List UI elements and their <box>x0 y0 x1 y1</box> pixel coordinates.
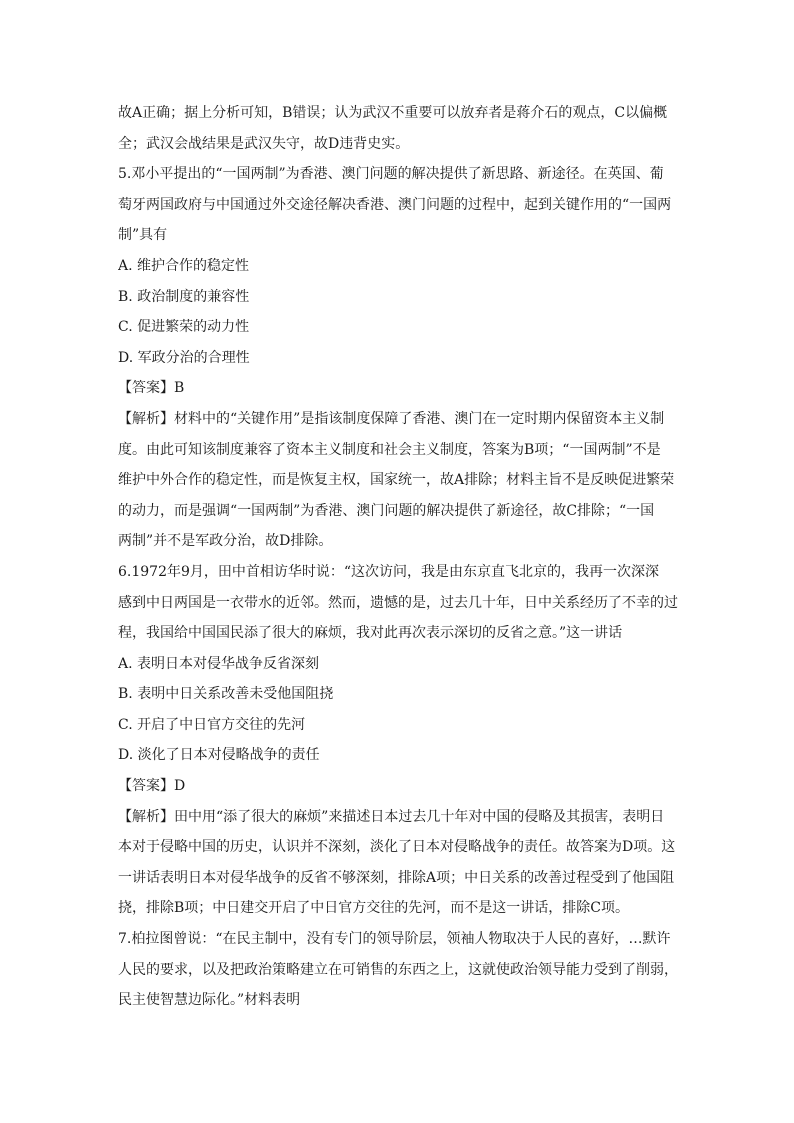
question-5-analysis: 两制”并不是军政分治，故D排除。 <box>118 533 333 550</box>
question-5-stem: 5.邓小平提出的“一国两制”为香港、澳门问题的解决提供了新思路、新途径。在英国、葡 <box>118 166 664 183</box>
question-5-answer: 【答案】B <box>118 380 185 397</box>
question-6-stem: 程，我国给中国国民添了很大的麻烦，我对此再次表示深切的反省之意。”这一讲话 <box>118 625 623 642</box>
question-6-analysis: 【解析】田中用“添了很大的麻烦”来描述日本过去几十年对中国的侵略及其损害，表明日 <box>118 808 665 825</box>
question-6-option-a: A. 表明日本对侵华战争反省深刻 <box>118 655 320 672</box>
question-6-stem: 6.1972年9月，田中首相访华时说：“这次访问，我是由东京直飞北京的，我再一次深深 <box>118 563 660 580</box>
question-5-option-b: B. 政治制度的兼容性 <box>118 288 250 305</box>
question-6-analysis: 本对于侵略中国的历史，认识并不深刻，淡化了日本对侵略战争的责任。故答案为D项。这 <box>118 839 676 856</box>
question-5-stem: 萄牙两国政府与中国通过外交途径解决香港、澳门问题的过程中，起到关键作用的“一国两 <box>118 196 672 213</box>
text-line: 全；武汉会战结果是武汉失守，故D违背史实。 <box>118 135 410 152</box>
text-line: 故A正确；据上分析可知，B错误；认为武汉不重要可以放弃者是蒋介石的观点，C以偏概 <box>118 105 668 121</box>
question-7-stem: 人民的要求，以及把政治策略建立在可销售的东西之上，这就使政治领导能力受到了削弱， <box>118 961 678 978</box>
question-6-stem: 感到中日两国是一衣带水的近邻。然而，遗憾的是，过去几十年，日中关系经历了不幸的过 <box>118 594 678 611</box>
question-6-analysis: 挠，排除B项；中日建交开启了中日官方交往的先河，而不是这一讲话，排除C项。 <box>118 900 629 917</box>
question-6-answer: 【答案】D <box>118 778 186 795</box>
question-7-stem: 7.柏拉图曾说：“在民主制中，没有专门的领导阶层，领袖人物取决于人民的喜好，…默许 <box>118 931 671 948</box>
question-5-option-d: D. 军政分治的合理性 <box>118 349 250 366</box>
question-5-analysis: 【解析】材料中的“关键作用”是指该制度保障了香港、澳门在一定时期内保留资本主义制 <box>118 410 665 427</box>
question-6-option-b: B. 表明中日关系改善未受他国阻挠 <box>118 686 334 703</box>
question-7-stem: 民主使智慧边际化。”材料表明 <box>118 992 301 1009</box>
question-6-option-d: D. 淡化了日本对侵略战争的责任 <box>118 747 320 764</box>
question-6-analysis: 一讲话表明日本对侵华战争的反省不够深刻，排除A项；中日关系的改善过程受到了他国阻 <box>118 869 675 886</box>
question-6-option-c: C. 开启了中日官方交往的先河 <box>118 716 306 733</box>
question-5-analysis: 度。由此可知该制度兼容了资本主义制度和社会主义制度，答案为B项；“一国两制”不是 <box>118 441 661 458</box>
document-body <box>118 98 678 1016</box>
question-5-stem: 制”具有 <box>118 227 168 244</box>
question-5-analysis: 维护中外合作的稳定性，而是恢复主权，国家统一，故A排除；材料主旨不是反映促进繁荣 <box>118 472 675 489</box>
question-5-option-c: C. 促进繁荣的动力性 <box>118 319 250 336</box>
question-5-option-a: A. 维护合作的稳定性 <box>118 257 250 274</box>
question-5-analysis: 的动力，而是强调“一国两制”为香港、澳门问题的解决提供了新途径，故C排除；“一国 <box>118 502 655 519</box>
